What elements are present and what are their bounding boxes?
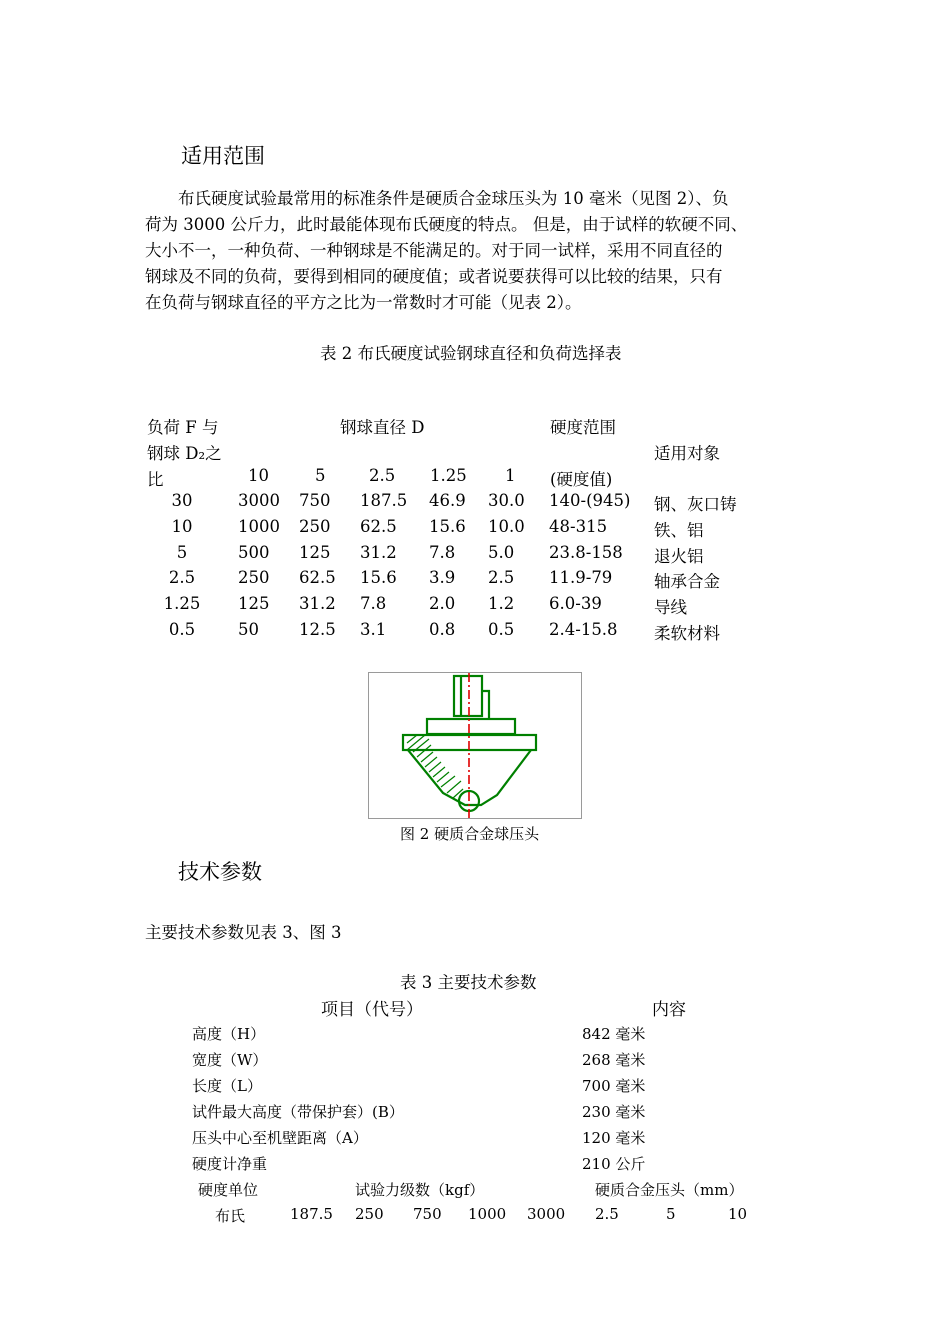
table2-cell-d5: 12.5 [299,620,336,639]
table3-subrow-indenter: 2.5 [595,1205,619,1223]
table2-cell-object: 轴承合金 [654,572,720,592]
table3-item: 硬度计净重 [192,1155,268,1173]
table2-cell-d10: 50 [238,620,259,639]
section-heading-scope: 适用范围 [181,144,265,168]
table2-cell-d25: 62.5 [360,516,397,536]
table2-cell-range: 140-(945) [549,491,631,510]
table2-caption: 表 2 布氏硬度试验钢球直径和负荷选择表 [320,344,622,363]
table2-cell-d10: 1000 [238,516,280,536]
table2-header-d25: 2.5 [369,466,396,485]
table2-cell-object: 退火铝 [654,546,704,566]
table2-cell-range: 11.9-79 [549,568,613,588]
table3-subrow-force: 250 [355,1205,384,1223]
table3-caption: 表 3 主要技术参数 [400,973,537,992]
table2-header-ratio: 比 [147,470,164,489]
table2-cell-range: 6.0-39 [549,594,602,614]
table2-cell-d5: 750 [299,491,331,510]
table3-subheader-unit: 硬度单位 [198,1181,259,1199]
table2-cell-object: 铁、铝 [654,520,704,540]
table3-item: 压头中心至机壁距离（A） [192,1129,368,1147]
table2-cell-ratio: 2.5 [168,568,196,588]
table2-cell-d125: 46.9 [429,491,466,510]
table3-header-content: 内容 [652,1000,686,1020]
paragraph-line: 布氏硬度试验最常用的标准条件是硬质合金球压头为 10 毫米（见图 2）、负 [178,189,729,208]
table3-item: 长度（L） [192,1077,262,1095]
specs-intro: 主要技术参数见表 3、图 3 [145,923,342,942]
table3-item: 宽度（W） [192,1051,268,1069]
paragraph-line: 大小不一，一种负荷、一种钢球是不能满足的。对于同一试样，采用不同直径的 [145,241,723,260]
table2-cell-d1: 30.0 [488,491,525,510]
table2-cell-range: 23.8-158 [549,542,623,562]
table2-header-ratio: 负荷 F 与 [147,418,219,437]
table2-cell-d125: 7.8 [429,542,456,562]
indenter-collar [427,719,515,734]
table2-cell-d1: 10.0 [488,516,525,536]
table2-cell-ratio: 30 [171,491,193,510]
table2-header-applicable: 适用对象 [654,444,720,463]
section-heading-specs: 技术参数 [178,860,262,884]
table2-cell-d125: 2.0 [429,594,456,614]
table2-cell-ratio: 10 [171,516,193,536]
table3-subrow-force: 1000 [468,1205,507,1223]
table2-cell-d10: 3000 [238,491,280,510]
table3-value: 120 毫米 [582,1129,646,1147]
table2-cell-d1: 0.5 [488,620,515,639]
scope-paragraph [145,186,810,316]
table3-subrow-force: 3000 [527,1205,566,1223]
paragraph-line: 钢球及不同的负荷，要得到相同的硬度值；或者说要获得可以比较的结果，只有 [145,267,723,286]
indenter-shank [454,676,482,716]
table3-value: 230 毫米 [582,1103,646,1121]
table2-cell-d5: 31.2 [299,594,336,614]
table2-cell-d25: 187.5 [360,491,408,510]
table2-header-diameter: 钢球直径 D [340,418,425,437]
table3-subrow-indenter: 10 [728,1205,748,1223]
table2-cell-d125: 0.8 [429,620,456,639]
table2-cell-ratio: 5 [176,542,188,562]
table2-header-d5: 5 [315,466,326,485]
table3-value: 700 毫米 [582,1077,646,1095]
table3-value: 842 毫米 [582,1025,646,1043]
table3-subrow-indenter: 5 [666,1205,676,1223]
table2-header-d10: 10 [248,466,269,485]
table2-cell-d5: 250 [299,516,331,536]
table2-cell-d25: 7.8 [360,594,387,614]
table3-subheader-force: 试验力级数（kgf） [355,1181,485,1199]
table2-header-hardness: (硬度值) [550,470,613,489]
table2-header-d125: 1.25 [430,466,467,485]
table2-cell-d125: 15.6 [429,516,466,536]
table2-cell-d25: 3.1 [360,620,387,639]
figure2-indenter-drawing [368,672,582,819]
table2-cell-d5: 125 [299,542,331,562]
table2-cell-d25: 31.2 [360,542,397,562]
table3-item: 试件最大高度（带保护套）(B） [192,1103,404,1121]
table2-header-ratio: 钢球 D₂之 [147,444,222,463]
paragraph-line: 在负荷与钢球直径的平方之比为一常数时才可能（见表 2）。 [145,293,582,312]
table3-header-item: 项目（代号） [321,1000,423,1020]
table3-subrow-force: 187.5 [290,1205,333,1223]
table2-cell-d10: 500 [238,542,270,562]
table3-value: 268 毫米 [582,1051,646,1069]
table3-item: 高度（H） [192,1025,266,1043]
table2-cell-range: 2.4-15.8 [549,620,618,639]
table2-cell-d1: 1.2 [488,594,515,614]
table2-cell-d10: 125 [238,594,270,614]
table2-cell-d125: 3.9 [429,568,456,588]
table2-cell-d1: 2.5 [488,568,515,588]
table2-cell-ratio: 1.25 [163,594,201,614]
table3-subrow-force: 750 [413,1205,442,1223]
table3-value: 210 公斤 [582,1155,646,1173]
paragraph-line: 荷为 3000 公斤力，此时最能体现布氏硬度的特点。 但是，由于试样的软硬不同、 [145,215,748,234]
table2-cell-object: 钢、灰口铸 [654,495,737,514]
table2-cell-object: 导线 [654,598,687,618]
figure2-caption: 图 2 硬质合金球压头 [400,825,540,843]
table2-cell-d5: 62.5 [299,568,336,588]
table2-cell-d1: 5.0 [488,542,515,562]
indenter-svg [369,673,581,818]
table3-subheader-indenter: 硬质合金压头（mm） [595,1181,744,1199]
table2-cell-d25: 15.6 [360,568,397,588]
table2-cell-d10: 250 [238,568,270,588]
table3-subrow-unit: 布氏 [215,1207,246,1225]
table2-header-d1: 1 [505,466,516,485]
table2-header-hardness: 硬度范围 [550,418,616,437]
table2-cell-range: 48-315 [549,516,608,536]
table2-cell-object: 柔软材料 [654,624,720,643]
table2-cell-ratio: 0.5 [168,620,196,639]
